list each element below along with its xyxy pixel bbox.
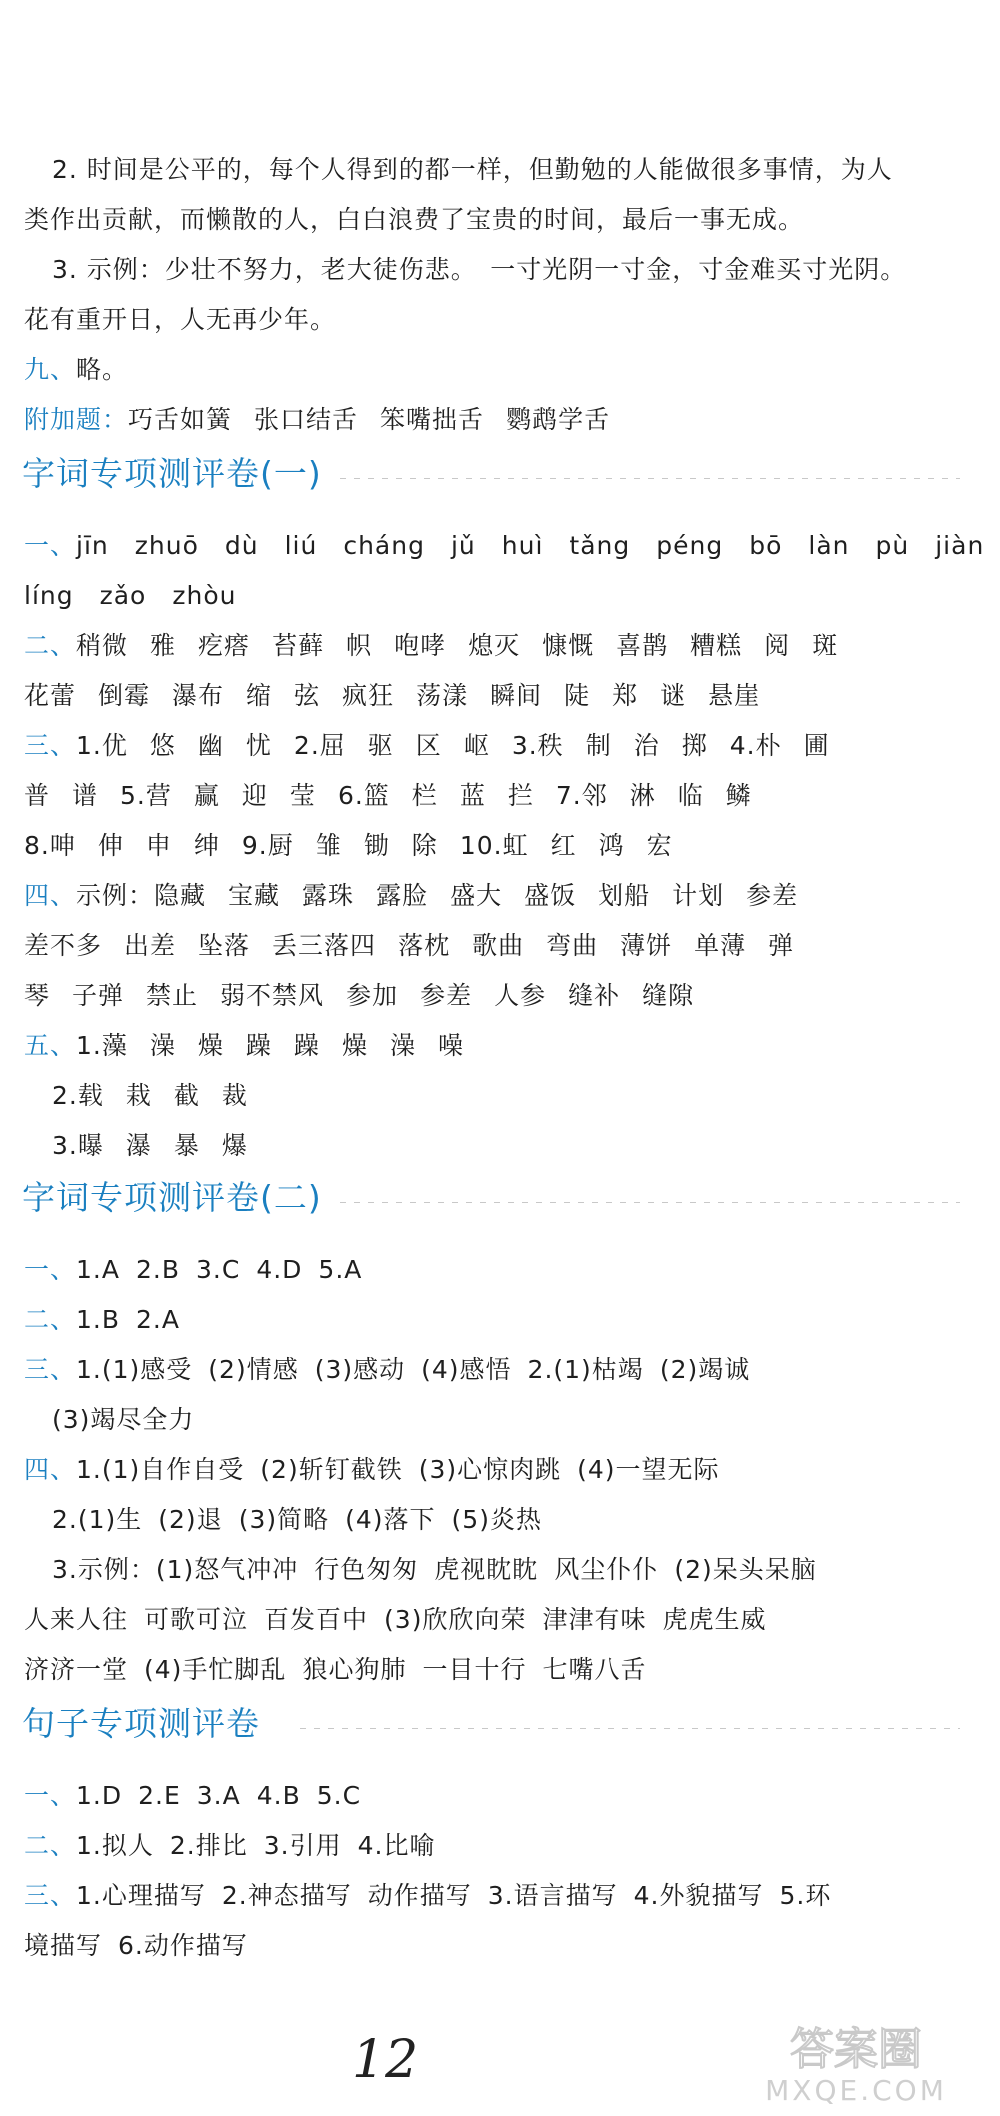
answer-item: 1.A bbox=[76, 1255, 120, 1284]
answer-item: 谜 bbox=[660, 681, 687, 710]
answer-item: 3.C bbox=[196, 1255, 241, 1284]
answer-item: (3)竭尽全力 bbox=[52, 1405, 195, 1434]
answer-item: zǎo bbox=[99, 581, 147, 610]
answer-line bbox=[24, 1928, 976, 1964]
answer-item: 澡 bbox=[149, 1031, 176, 1060]
answer-item: 4.B bbox=[256, 1781, 301, 1810]
answer-item: 4.D bbox=[256, 1255, 303, 1284]
answer-item: 苔藓 bbox=[272, 631, 325, 660]
answer-item: 3.A bbox=[196, 1781, 241, 1810]
answer-item: (4)手忙脚乱 bbox=[144, 1655, 287, 1684]
answer-item: 锄 bbox=[363, 831, 390, 860]
answer-item: 荡漾 bbox=[416, 681, 469, 710]
answer-item: 1.心理描写 bbox=[76, 1881, 206, 1910]
answer-item: 瀑布 bbox=[172, 681, 225, 710]
answer-line bbox=[52, 1078, 976, 1114]
answer-line: 类作出贡献，而懒散的人，白白浪费了宝贵的时间，最后一事无成。 bbox=[24, 205, 805, 234]
answer-item: 盛大 bbox=[450, 881, 503, 910]
answer-item: 制 bbox=[585, 731, 612, 760]
answer-item: 狼心狗肺 bbox=[302, 1655, 407, 1684]
answer-item: 2.(1)生 bbox=[52, 1505, 143, 1534]
question-label: 九、 bbox=[24, 355, 77, 384]
answer-line: 3. 示例：少壮不努力，老大徒伤悲。 一寸光阴一寸金，寸金难买寸光阴。 bbox=[52, 255, 907, 284]
answer-item: 9.厨 bbox=[241, 831, 294, 860]
answer-line bbox=[24, 1602, 976, 1638]
answer-line bbox=[24, 1878, 976, 1914]
answer-item: (2)退 bbox=[158, 1505, 223, 1534]
answer-item: 2.排比 bbox=[169, 1831, 248, 1860]
answer-item: liú bbox=[284, 531, 318, 560]
answer-item: 伸 bbox=[97, 831, 124, 860]
answer-line bbox=[24, 1828, 976, 1864]
answer-item: líng bbox=[24, 581, 74, 610]
answer-item: 弯曲 bbox=[546, 931, 599, 960]
answer-item: 治 bbox=[633, 731, 660, 760]
answer-item: (4)感悟 bbox=[421, 1355, 512, 1384]
answer-item: (2)情感 bbox=[208, 1355, 299, 1384]
answer-item: 8.呻 bbox=[24, 831, 76, 860]
answer-item: 弦 bbox=[294, 681, 321, 710]
answer-item: 1.优 bbox=[76, 731, 128, 760]
answer-item: 4.外貌描写 bbox=[633, 1881, 764, 1910]
answer-item: 瀑 bbox=[125, 1131, 152, 1160]
answer-item: 普 bbox=[24, 781, 51, 810]
section-title: 句子专项测评卷 bbox=[22, 1704, 260, 1743]
answer-line bbox=[24, 828, 976, 864]
answer-item: 帜 bbox=[346, 631, 373, 660]
question-label: 二、 bbox=[24, 1305, 77, 1334]
answer-item: 虎视眈眈 bbox=[434, 1555, 539, 1584]
answer-item: 2.(1)枯竭 bbox=[527, 1355, 644, 1384]
answer-item: 禁止 bbox=[146, 981, 199, 1010]
answer-item: cháng bbox=[343, 531, 425, 560]
answer-line bbox=[24, 628, 976, 664]
answer-line bbox=[24, 978, 976, 1014]
answer-item: 笨嘴拙舌 bbox=[380, 405, 485, 434]
answer-item: (2)斩钉截铁 bbox=[260, 1455, 403, 1484]
answer-item: 10.虹 bbox=[459, 831, 529, 860]
answer-item: 计划 bbox=[672, 881, 725, 910]
answer-item: tǎng bbox=[569, 531, 631, 560]
answer-item: 宝藏 bbox=[228, 881, 281, 910]
answer-item: 一目十行 bbox=[422, 1655, 527, 1684]
answer-line bbox=[24, 728, 976, 764]
answer-item: 糟糕 bbox=[690, 631, 743, 660]
answer-item: 2.神态描写 bbox=[221, 1881, 352, 1910]
answer-item: 2.A bbox=[136, 1305, 180, 1334]
answer-item: 人参 bbox=[494, 981, 547, 1010]
answer-item: 3.引用 bbox=[263, 1831, 342, 1860]
answer-item: 弹 bbox=[768, 931, 795, 960]
watermark-text: 答案圈 bbox=[790, 2024, 922, 2075]
answer-text: 略。 bbox=[76, 355, 129, 384]
answer-item: (3)感动 bbox=[314, 1355, 406, 1384]
question-label: 三、 bbox=[24, 731, 77, 760]
answer-item: pù bbox=[875, 531, 910, 560]
answer-item: 5.环 bbox=[779, 1881, 832, 1910]
answer-item: 区 bbox=[415, 731, 442, 760]
answer-item: 坠落 bbox=[198, 931, 251, 960]
answer-line bbox=[24, 928, 976, 964]
answer-item: 悠 bbox=[149, 731, 176, 760]
answer-item: 暴 bbox=[173, 1131, 200, 1160]
answer-item: 单薄 bbox=[694, 931, 747, 960]
extra-question bbox=[24, 402, 976, 438]
answer-item: 1.(1)感受 bbox=[76, 1355, 193, 1384]
answer-item: (4)一望无际 bbox=[577, 1455, 720, 1484]
answer-item: 缩 bbox=[246, 681, 273, 710]
section-title: 字词专项测评卷(一) bbox=[22, 454, 322, 493]
answer-item: 雏 bbox=[315, 831, 342, 860]
answer-item: 淋 bbox=[629, 781, 656, 810]
answer-item: 参差 bbox=[746, 881, 799, 910]
answer-item: (2)呆头呆脑 bbox=[674, 1555, 817, 1584]
answer-item: 花蕾 bbox=[24, 681, 77, 710]
answer-item: 爆 bbox=[221, 1131, 248, 1160]
answer-item: 参差 bbox=[420, 981, 473, 1010]
answer-item: 3.曝 bbox=[52, 1131, 104, 1160]
answer-item: 百发百中 bbox=[264, 1605, 369, 1634]
answer-item: 鸿 bbox=[598, 831, 625, 860]
answer-item: 动作描写 bbox=[367, 1881, 472, 1910]
answer-item: 可歌可泣 bbox=[144, 1605, 249, 1634]
answer-item: 疙瘩 bbox=[198, 631, 251, 660]
answer-item: 岖 bbox=[463, 731, 490, 760]
answer-item: 境描写 bbox=[24, 1931, 103, 1960]
question-label: 一、 bbox=[24, 1255, 77, 1284]
answer-line bbox=[52, 1402, 976, 1438]
answer-line bbox=[24, 1302, 976, 1338]
watermark-url: MXQE.COM bbox=[765, 2074, 947, 2107]
answer-item: 5.A bbox=[318, 1255, 363, 1284]
answer-item: 悬崖 bbox=[708, 681, 761, 710]
answer-item: 虎虎生威 bbox=[662, 1605, 767, 1634]
answer-line bbox=[24, 878, 976, 914]
answer-item: (3)简略 bbox=[238, 1505, 330, 1534]
answer-item: 裁 bbox=[221, 1081, 248, 1110]
answer-item: 躁 bbox=[293, 1031, 320, 1060]
answer-item: 疯狂 bbox=[342, 681, 395, 710]
answer-item: 驱 bbox=[367, 731, 394, 760]
answer-item: 鹦鹉学舌 bbox=[506, 405, 611, 434]
divider bbox=[340, 1202, 960, 1203]
question-label: 三、 bbox=[24, 1355, 77, 1384]
answer-item: huì bbox=[501, 531, 544, 560]
answer-item: 鳞 bbox=[725, 781, 752, 810]
answer-item: jǔ bbox=[450, 531, 476, 560]
answer-item: 落枕 bbox=[398, 931, 451, 960]
question-label: 一、 bbox=[24, 531, 77, 560]
answer-item: 5.C bbox=[316, 1781, 362, 1810]
answer-item: 歌曲 bbox=[472, 931, 525, 960]
answer-item: 莹 bbox=[289, 781, 316, 810]
answer-item: 申 bbox=[145, 831, 172, 860]
answer-item: 截 bbox=[173, 1081, 200, 1110]
answer-line bbox=[24, 1652, 976, 1688]
answer-item: 掷 bbox=[681, 731, 708, 760]
answer-item: 缝隙 bbox=[642, 981, 695, 1010]
answer-item: làn bbox=[808, 531, 850, 560]
question-label: 一、 bbox=[24, 1781, 77, 1810]
answer-item: 1.拟人 bbox=[76, 1831, 154, 1860]
answer-item: 济济一堂 bbox=[24, 1655, 129, 1684]
question-label: 附加题： bbox=[24, 405, 129, 434]
answer-item: 噪 bbox=[437, 1031, 464, 1060]
answer-line bbox=[52, 1552, 976, 1588]
answer-item: 3.示例：(1)怒气冲冲 bbox=[52, 1555, 299, 1584]
answer-item: 圃 bbox=[803, 731, 830, 760]
answer-item: 斑 bbox=[812, 631, 839, 660]
answer-item: 丢三落四 bbox=[272, 931, 377, 960]
question-label: 四、 bbox=[24, 1455, 77, 1484]
answer-item: 忧 bbox=[245, 731, 272, 760]
answer-item: 幽 bbox=[197, 731, 224, 760]
answer-item: 2.载 bbox=[52, 1081, 104, 1110]
answer-item: 临 bbox=[677, 781, 704, 810]
answer-item: bō bbox=[749, 531, 783, 560]
answer-line bbox=[24, 578, 976, 614]
answer-item: 1.(1)自作自受 bbox=[76, 1455, 245, 1484]
answer-item: 郑 bbox=[612, 681, 639, 710]
answer-item: 弱不禁风 bbox=[220, 981, 325, 1010]
answer-item: 2.B bbox=[135, 1255, 180, 1284]
answer-item: 稍微 bbox=[76, 631, 129, 660]
answer-item: 雅 bbox=[150, 631, 177, 660]
answer-item: 3.语言描写 bbox=[487, 1881, 618, 1910]
answer-item: 咆哮 bbox=[394, 631, 447, 660]
answer-item: 露脸 bbox=[376, 881, 429, 910]
answer-item: 1.D bbox=[76, 1781, 123, 1810]
answer-item: 7.邻 bbox=[555, 781, 608, 810]
answer-line bbox=[24, 352, 976, 388]
answer-item: 张口结舌 bbox=[254, 405, 359, 434]
section-title: 字词专项测评卷(二) bbox=[22, 1178, 322, 1217]
answer-line bbox=[24, 1452, 976, 1488]
answer-item: 阅 bbox=[764, 631, 791, 660]
answer-item: 6.动作描写 bbox=[118, 1931, 248, 1960]
answer-item: 陡 bbox=[564, 681, 591, 710]
answer-line bbox=[52, 1128, 976, 1164]
answer-item: 澡 bbox=[389, 1031, 416, 1060]
answer-item: 拦 bbox=[507, 781, 534, 810]
answer-item: 人来人往 bbox=[24, 1605, 129, 1634]
answer-item: 差不多 bbox=[24, 931, 103, 960]
answer-item: 躁 bbox=[245, 1031, 272, 1060]
answer-item: 划船 bbox=[598, 881, 651, 910]
answer-item: 慷慨 bbox=[542, 631, 595, 660]
question-label: 五、 bbox=[24, 1031, 77, 1060]
answer-item: (3)心惊肉跳 bbox=[418, 1455, 562, 1484]
answer-line bbox=[24, 1352, 976, 1388]
answer-item: 巧舌如簧 bbox=[128, 405, 233, 434]
answer-item: (4)落下 bbox=[345, 1505, 436, 1534]
answer-item: 红 bbox=[550, 831, 577, 860]
question-label: 四、 bbox=[24, 881, 77, 910]
answer-item: 瞬间 bbox=[490, 681, 543, 710]
answer-item: 3.秩 bbox=[511, 731, 564, 760]
answer-item: (3)欣欣向荣 bbox=[384, 1605, 527, 1634]
question-label: 二、 bbox=[24, 631, 77, 660]
answer-item: 宏 bbox=[646, 831, 673, 860]
answer-item: 谱 bbox=[72, 781, 99, 810]
answer-item: 4.朴 bbox=[729, 731, 782, 760]
answer-item: (2)竭诚 bbox=[659, 1355, 751, 1384]
answer-line bbox=[24, 778, 976, 814]
answer-item: 薄饼 bbox=[620, 931, 673, 960]
answer-item: 除 bbox=[411, 831, 438, 860]
answer-item: 琴 bbox=[24, 981, 51, 1010]
answer-item: péng bbox=[656, 531, 724, 560]
answer-line bbox=[24, 528, 985, 564]
answer-item: 喜鹊 bbox=[616, 631, 669, 660]
question-label: 二、 bbox=[24, 1831, 77, 1860]
divider bbox=[340, 478, 960, 479]
answer-line: 花有重开日，人无再少年。 bbox=[24, 305, 337, 334]
answer-item: 4.比喻 bbox=[357, 1831, 436, 1860]
answer-item: 缝补 bbox=[568, 981, 621, 1010]
answer-item: 盛饭 bbox=[524, 881, 577, 910]
answer-item: 燥 bbox=[341, 1031, 368, 1060]
answer-item: zhòu bbox=[172, 581, 237, 610]
answer-item: 七嘴八舌 bbox=[542, 1655, 647, 1684]
answer-item: jīn bbox=[76, 531, 109, 560]
answer-item: 露珠 bbox=[302, 881, 355, 910]
answer-line bbox=[24, 678, 976, 714]
answer-item: 赢 bbox=[193, 781, 220, 810]
answer-line bbox=[52, 1502, 976, 1538]
answer-item: 行色匆匆 bbox=[314, 1555, 419, 1584]
answer-item: 绅 bbox=[193, 831, 220, 860]
answer-item: 2.E bbox=[138, 1781, 181, 1810]
answer-item: 燥 bbox=[197, 1031, 224, 1060]
answer-item: 5.营 bbox=[120, 781, 172, 810]
answer-line bbox=[24, 1778, 976, 1814]
answer-item: 1.藻 bbox=[76, 1031, 128, 1060]
answer-item: 子弹 bbox=[72, 981, 125, 1010]
answer-item: jiàn bbox=[935, 531, 985, 560]
watermark-logo bbox=[736, 2018, 976, 2108]
divider bbox=[300, 1728, 960, 1729]
answer-item: 迎 bbox=[241, 781, 268, 810]
answer-item: 风尘仆仆 bbox=[554, 1555, 659, 1584]
answer-line: 2. 时间是公平的，每个人得到的都一样，但勤勉的人能做很多事情，为人 bbox=[52, 155, 893, 184]
answer-item: 参加 bbox=[346, 981, 399, 1010]
answer-item: 蓝 bbox=[459, 781, 486, 810]
answer-item: (5)炎热 bbox=[451, 1505, 542, 1534]
answer-item: 6.篮 bbox=[337, 781, 390, 810]
answer-item: 出差 bbox=[124, 931, 177, 960]
answer-item: 1.B bbox=[76, 1305, 121, 1334]
answer-item: 熄灭 bbox=[468, 631, 521, 660]
question-label: 三、 bbox=[24, 1881, 77, 1910]
answer-item: 栽 bbox=[125, 1081, 152, 1110]
answer-item: 2.屈 bbox=[293, 731, 346, 760]
answer-line bbox=[24, 1028, 976, 1064]
answer-item: 示例：隐藏 bbox=[76, 881, 207, 910]
answer-item: zhuō bbox=[134, 531, 199, 560]
answer-item: 津津有味 bbox=[542, 1605, 647, 1634]
answer-item: 倒霉 bbox=[98, 681, 151, 710]
answer-line bbox=[24, 1252, 976, 1288]
answer-item: dù bbox=[224, 531, 259, 560]
answer-item: 栏 bbox=[411, 781, 438, 810]
page-number: 12 bbox=[352, 2030, 419, 2090]
